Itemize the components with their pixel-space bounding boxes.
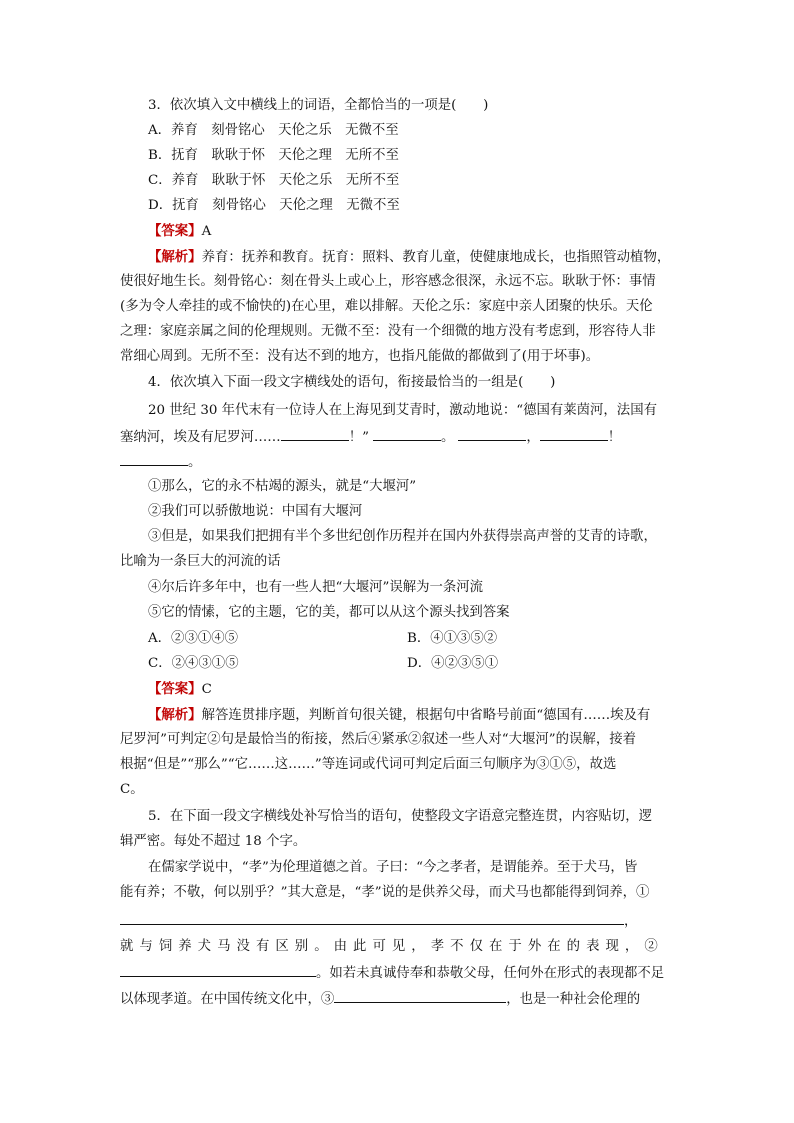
q4-passage-line: 20 世纪 30 年代末有一位诗人在上海见到艾青时，激动地说：“德国有莱茵河，法国有 xyxy=(148,403,657,418)
q4-option-a: A．②③①④⑤ xyxy=(148,631,239,646)
analysis-text: 解答连贯排序题，判断首句很关键，根据句中省略号前面“德国有……埃及有 xyxy=(201,708,651,723)
q4-analysis-line: 尼罗河”可判定②句是最恰当的衔接，然后④紧承②叙述一些人对“大堰河”的误解，接着 xyxy=(120,732,636,747)
q4-item: ②我们可以骄傲地说：中国有大堰河 xyxy=(148,504,363,519)
q3-analysis-line xyxy=(148,247,670,268)
q5-stem: 5．在下面一段文字横线处补写恰当的语句，使整段文字语意完整连贯，内容贴切，逻 xyxy=(148,809,652,824)
q5-passage-line xyxy=(120,937,664,957)
q4-item: 比喻为一条巨大的河流的话 xyxy=(120,554,281,569)
q3-answer xyxy=(148,221,211,242)
passage-text: 。如若未真诚侍奉和恭敬父母，任何外在形式的表现都不足 xyxy=(316,966,665,981)
q4-answer xyxy=(148,679,212,700)
analysis-tag: 【解析】 xyxy=(148,707,202,723)
passage-text: ， xyxy=(526,430,540,445)
q4-option-c: C．②④③①⑤ xyxy=(148,656,239,671)
q5-passage-line xyxy=(120,910,637,932)
passage-text: 。 xyxy=(440,430,455,445)
analysis-text: 养育：抚养和教育。抚育：照料、教育儿童，使健康地成长，也指照管动植物， xyxy=(201,250,671,265)
q5-passage-line xyxy=(120,988,640,1010)
q3-option-d: D．抚育 刻骨铭心 天伦之理 无微不至 xyxy=(148,198,400,213)
q4-item: ③但是，如果我们把拥有半个多世纪创作历程并在国内外获得崇高声誉的艾青的诗歌， xyxy=(148,529,657,544)
q4-item: ④尔后许多年中，也有一些人把“大堰河”误解为一条河流 xyxy=(148,580,484,595)
q4-analysis-line: 根据“但是”“那么”“它……这……”等连词或代词可判定后面三句顺序为③①⑤，故选 xyxy=(120,757,617,772)
q3-stem: 3．依次填入文中横线上的词语，全都恰当的一项是( ) xyxy=(148,98,489,113)
fill-blank[interactable] xyxy=(120,451,188,466)
q4-option-d: D．④②③⑤① xyxy=(407,656,499,671)
passage-text: ！ xyxy=(607,430,622,445)
fill-blank[interactable] xyxy=(281,426,349,441)
passage-text: 以体现孝道。在中国传统文化中，③ xyxy=(120,992,335,1007)
q4-stem: 4．依次填入下面一段文字横线处的语句，衔接最恰当的一组是( ) xyxy=(148,375,556,390)
passage-text: ， xyxy=(624,914,638,929)
answer-tag: 【答案】 xyxy=(148,681,202,697)
fill-blank[interactable] xyxy=(373,426,441,441)
q4-option-b: B．④①③⑤② xyxy=(407,631,498,646)
answer-tag: 【答案】 xyxy=(148,223,202,239)
q5-passage-line: 在儒家学说中，“孝”为伦理道德之首。子曰：“今之孝者，是谓能养。至于犬马，皆 xyxy=(148,860,638,875)
q4-passage-line xyxy=(120,426,621,448)
analysis-tag: 【解析】 xyxy=(148,249,202,265)
fill-blank[interactable] xyxy=(458,426,526,441)
q3-option-b: B．抚育 耿耿于怀 天伦之理 无所不至 xyxy=(148,148,399,163)
passage-text: 塞纳河，埃及有尼罗河…… xyxy=(120,430,281,445)
q3-option-a: A．养育 刻骨铭心 天伦之乐 无微不至 xyxy=(148,123,399,138)
q5-stem: 辑严密。每处不超过 18 个字。 xyxy=(120,834,307,849)
q3-option-c: C．养育 耿耿于怀 天伦之乐 无所不至 xyxy=(148,173,400,188)
fill-blank-1[interactable] xyxy=(120,910,624,925)
q4-item: ⑤它的情愫，它的主题，它的美，都可以从这个源头找到答案 xyxy=(148,605,510,620)
q4-analysis-line xyxy=(148,705,650,726)
answer-value: A xyxy=(201,224,212,239)
q4-analysis-line: C。 xyxy=(120,782,144,797)
passage-text: ，也是一种社会伦理的 xyxy=(506,992,641,1007)
q5-passage-line xyxy=(120,962,664,984)
fill-blank-3[interactable] xyxy=(334,988,506,1003)
answer-value: C xyxy=(201,682,212,697)
q3-analysis-line: 之理：家庭亲属之间的伦理规则。无微不至：没有一个细微的地方没有考虑到，形容待人非 xyxy=(120,324,656,339)
q3-analysis-line: (多为令人牵挂的或不愉快的)在心里，难以排解。天伦之乐：家庭中亲人团聚的快乐。天伦 xyxy=(120,299,653,314)
passage-text: 。 xyxy=(188,455,202,470)
q4-passage-line xyxy=(120,451,201,473)
passage-text: 就与饲养犬马没有区别。由此可见，孝不仅在于外在的表现，② xyxy=(120,939,664,954)
q4-item: ①那么，它的永不枯竭的源头，就是“大堰河” xyxy=(148,479,417,494)
q3-analysis-line: 使很好地生长。刻骨铭心：刻在骨头上或心上，形容感念很深，永远不忘。耿耿于怀：事情 xyxy=(120,274,656,289)
q5-passage-line: 能有养；不敬，何以别乎？”其大意是，“孝”说的是供养父母，而犬马也都能得到饲养，① xyxy=(120,885,650,900)
q3-analysis-line: 常细心周到。无所不至：没有达不到的地方，也指凡能做的都做到了(用于坏事)。 xyxy=(120,349,600,364)
fill-blank[interactable] xyxy=(540,426,608,441)
fill-blank-2[interactable] xyxy=(120,962,316,977)
passage-text: ！” xyxy=(348,430,369,445)
